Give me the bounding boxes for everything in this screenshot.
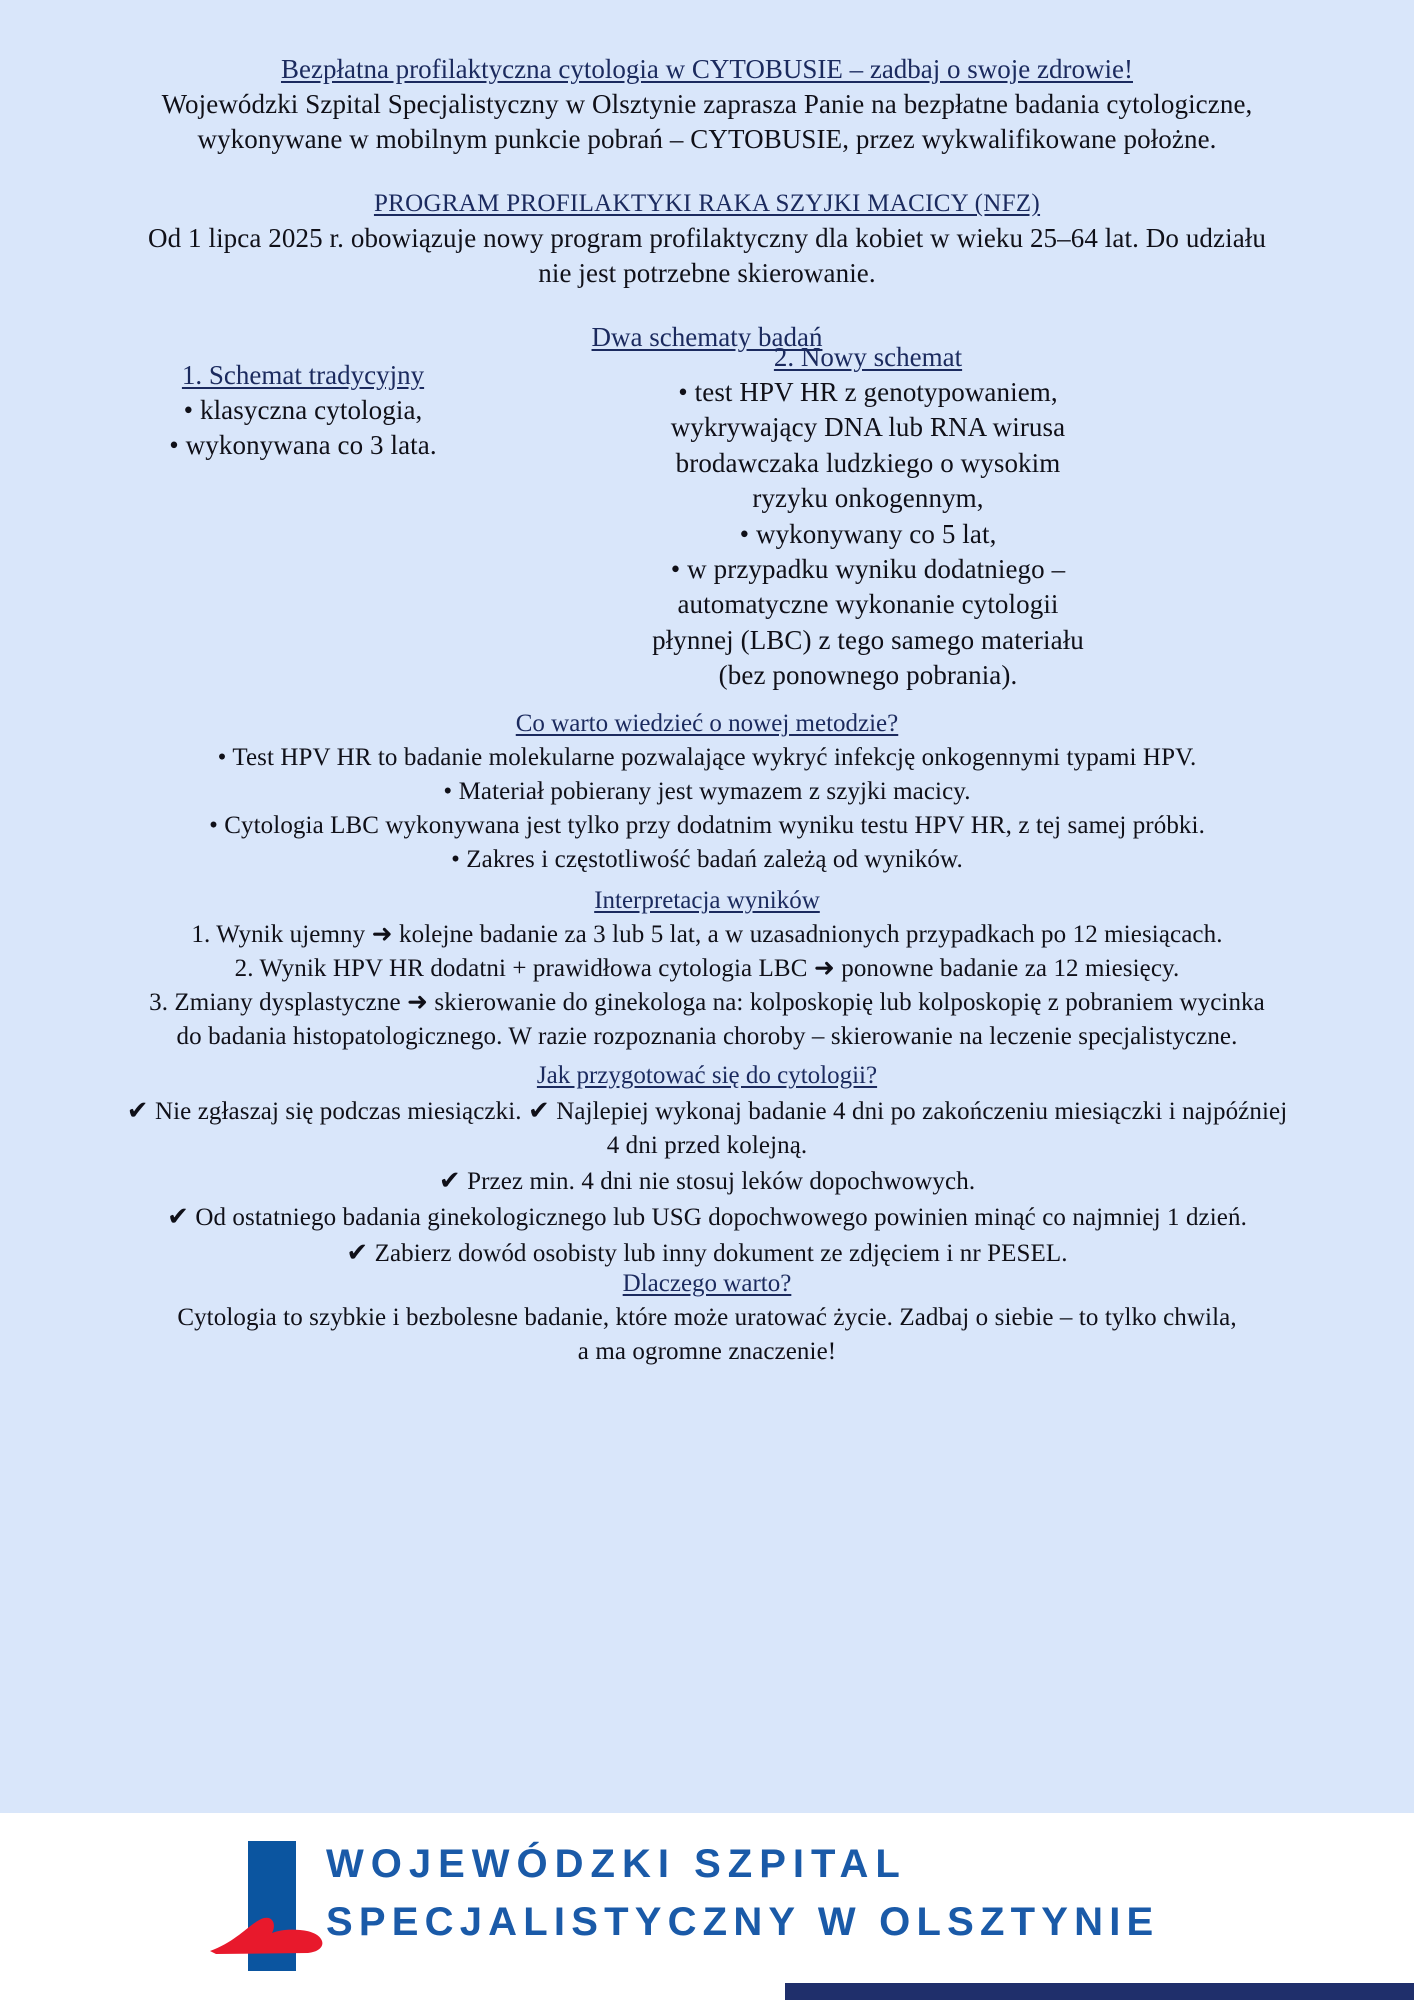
interpretation-heading: Interpretacja wyników (594, 887, 820, 914)
interpretation-item-1: 1. Wynik ujemny ➜ kolejne badanie za 3 lub 5 lat, a w uzasadnionych przypadkach po 12 miesiącach. (191, 920, 1223, 948)
scheme-new (638, 340, 1098, 693)
preparation-heading: Jak przygotować się do cytologii? (536, 1062, 878, 1089)
method-bullet-3: • Cytologia LBC wykonywana jest tylko przy dodatnim wyniku testu HPV HR, z tej samej próbki. (209, 811, 1205, 839)
footer-navy-bar (785, 1983, 1414, 2000)
preparation-text-4: Od ostatniego badania ginekologicznego lub USG dopochwowego powinien minąć co najmniej 1 dzień. (195, 1203, 1247, 1231)
interpretation-item-3-cont: do badania histopatologicznego. W razie rozpoznania choroby – skierowanie na leczenie specjalistyczne. (176, 1022, 1238, 1050)
scheme-new-line-7: automatyczne wykonanie cytologii (677, 589, 1059, 620)
scheme-traditional (88, 358, 518, 463)
method-bullet-4: • Zakres i częstotliwość badań zależą od wyników. (451, 845, 963, 873)
scheme-new-line-1: • test HPV HR z genotypowaniem, (678, 377, 1058, 408)
why-heading: Dlaczego warto? (622, 1270, 792, 1297)
interpretation-item-3: 3. Zmiany dysplastyczne ➜ skierowanie do ginekologa na: kolposkopię lub kolposkopię z pobraniem wycinka (149, 988, 1265, 1016)
scheme-traditional-heading: 1. Schemat tradycyjny (181, 360, 425, 390)
preparation-text-5: Zabierz dowód osobisty lub inny dokument ze zdjęciem i nr PESEL. (374, 1239, 1068, 1267)
method-info-heading: Co warto wiedzieć o nowej metodzie? (515, 710, 899, 737)
preparation-line-3 (18, 1163, 1396, 1199)
scheme-new-line-2: wykrywający DNA lub RNA wirusa (670, 412, 1066, 443)
program-block (40, 188, 1374, 291)
method-bullet-1: • Test HPV HR to badanie molekularne pozwalające wykryć infekcję onkogennymi typami HPV. (217, 743, 1197, 771)
intro-line-1: Wojewódzki Szpital Specjalistyczny w Olsztynie zaprasza Panie na bezpłatne badania cytologiczne, (161, 89, 1253, 120)
poster-headline: Bezpłatna profilaktyczna cytologia w CYTOBUSIE – zadbaj o swoje zdrowie! (280, 54, 1133, 84)
hospital-logo (238, 1835, 1238, 1980)
preparation-text-2: Najlepiej wykonaj badanie 4 dni po zakończeniu miesiączki i najpóźniej (556, 1097, 1288, 1125)
preparation-line-2: 4 dni przed kolejną. (606, 1131, 808, 1159)
intro-line-2: wykonywane w mobilnym punkcie pobrań – CYTOBUSIE, przez wykwalifikowane położne. (197, 124, 1217, 155)
logo-text-line-1: WOJEWÓDZKI SZPITAL (326, 1842, 907, 1886)
preparation-line-1 (18, 1093, 1396, 1129)
interpretation-item-2: 2. Wynik HPV HR dodatni + prawidłowa cytologia LBC ➜ ponowne badanie za 12 miesięcy. (234, 954, 1180, 982)
scheme-new-line-5: • wykonywany co 5 lat, (739, 518, 997, 549)
why-block (30, 1268, 1384, 1369)
schemes-section-title: Dwa schematy badań (591, 322, 823, 352)
scheme-new-line-3: brodawczaka ludzkiego o wysokim (675, 447, 1061, 478)
scheme-new-line-4: ryzyku onkogennym, (752, 483, 984, 514)
scheme-new-heading: 2. Nowy schemat (773, 342, 963, 372)
program-line-2: nie jest potrzebne skierowanie. (538, 257, 876, 288)
scheme-new-line-6: • w przypadku wyniku dodatniego – (670, 553, 1066, 584)
why-line-2: a ma ogromne znaczenie! (577, 1337, 837, 1365)
scheme-traditional-bullet-2: • wykonywana co 3 lata. (169, 430, 437, 461)
why-line-1: Cytologia to szybkie i bezbolesne badanie, które może uratować życie. Zadbaj o siebie – to tylko chwila, (177, 1303, 1237, 1331)
check-icon: ✔ (527, 1095, 550, 1125)
check-icon: ✔ (167, 1201, 189, 1231)
scheme-new-line-9: (bez ponownego pobrania). (718, 659, 1018, 690)
method-info-block (30, 708, 1384, 877)
intro-block (40, 52, 1374, 157)
hospital-logo-text (326, 1835, 1159, 1951)
method-bullet-2: • Materiał pobierany jest wymazem z szyjki macicy. (443, 777, 971, 805)
preparation-line-4 (18, 1199, 1396, 1235)
preparation-text-3: Przez min. 4 dni nie stosuj leków dopochwowych. (467, 1167, 976, 1195)
hospital-logo-mark (238, 1841, 298, 1971)
scheme-traditional-bullet-1: • klasyczna cytologia, (183, 395, 423, 426)
check-icon: ✔ (346, 1237, 369, 1267)
interpretation-block (22, 885, 1392, 1054)
preparation-line-5 (18, 1235, 1396, 1271)
preparation-text-1: Nie zgłaszaj się podczas miesiączki. (154, 1097, 522, 1125)
scheme-new-line-8: płynnej (LBC) z tego samego materiału (652, 624, 1084, 655)
logo-red-swoosh-icon (208, 1915, 326, 1957)
program-heading: PROGRAM PROFILAKTYKI RAKA SZYJKI MACICY (NFZ) (373, 190, 1041, 217)
logo-text-line-2: SPECJALISTYCZNY W OLSZTYNIE (326, 1900, 1160, 1944)
check-icon: ✔ (126, 1095, 149, 1125)
check-icon: ✔ (438, 1165, 461, 1195)
program-line-1: Od 1 lipca 2025 r. obowiązuje nowy program profilaktyczny dla kobiet w wieku 25–64 lat. Do udziału (147, 222, 1267, 253)
preparation-block (18, 1060, 1396, 1271)
